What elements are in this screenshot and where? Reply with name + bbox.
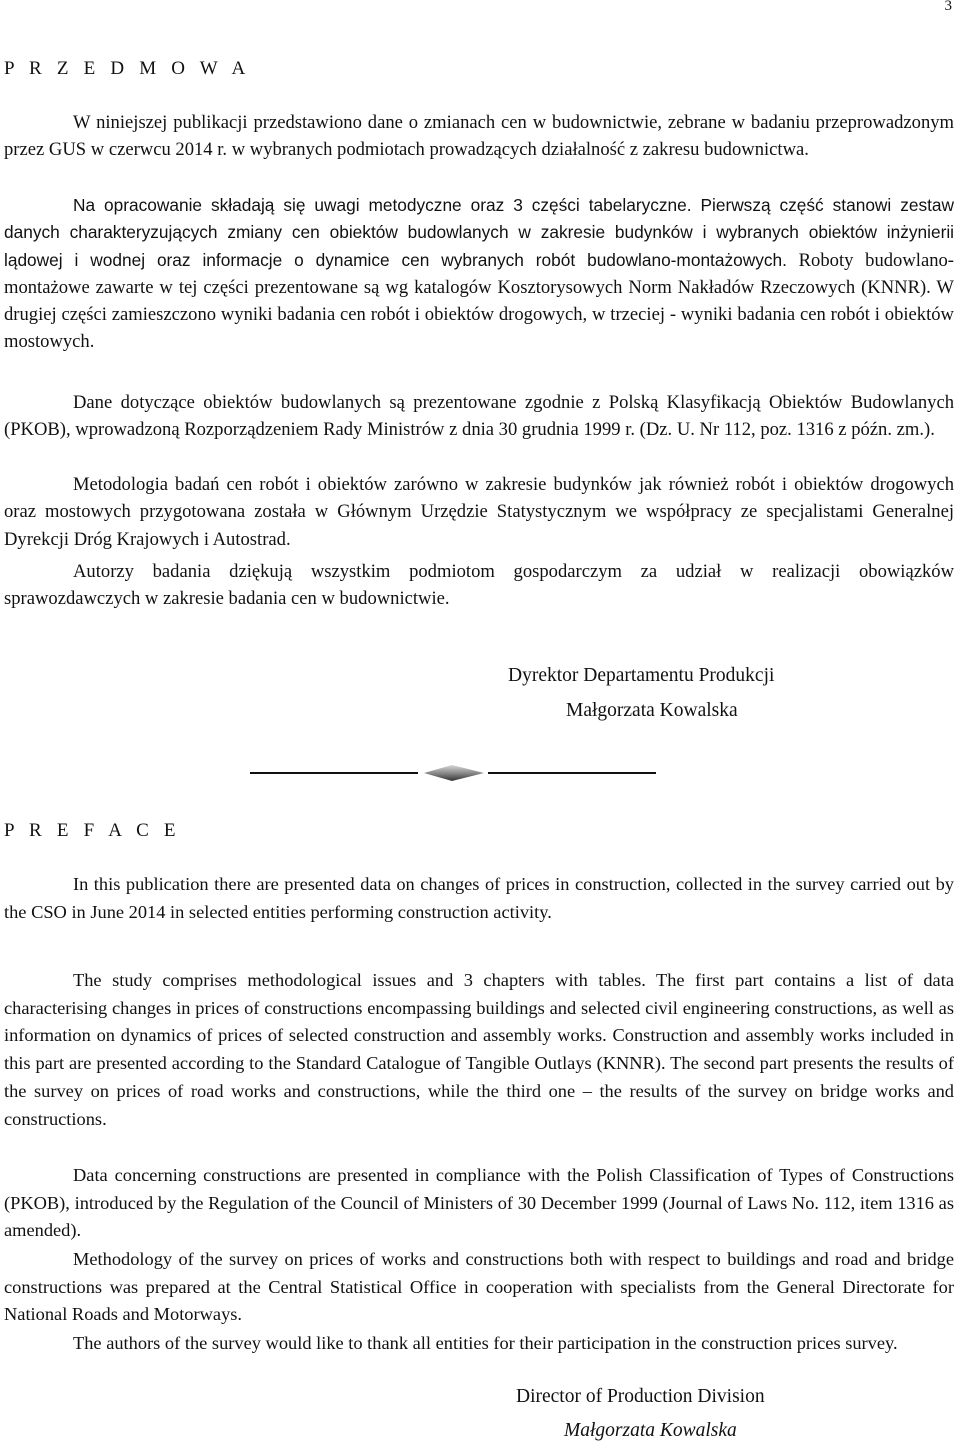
en-signature [516,1386,765,1442]
pl-signature-title: Dyrektor Departamentu Produkcji [508,665,775,686]
en-paragraph-2: The study comprises methodological issues and 3 chapters with tables. The first part contains a list of data characterising changes in prices of constructions encompassing buildings and selected civil engineering constructions, as well as information on dynamics of prices of selected construction and assembly works. Construction and assembly works included in this part are presented according to the Standard Catalogue of Tangible Outlays (KNNR). The second part presents the results of the survey on prices of road works and constructions, while the third one – the results of the survey on bridge works and constructions. [4,970,954,1129]
pl-paragraph-2 [4,192,954,356]
pl-paragraph-4: Metodologia badań cen robót i obiektów zarówno w zakresie budynków jak również robót i obiektów drogowych oraz mostowych przygotowana została w Głównym Urzędzie Statystycznym we współpracy ze specjalistami Generalnej Dyrekcji Dróg Krajowych i Autostrad. [4,474,954,550]
en-paragraph-4: Methodology of the survey on prices of works and constructions both with respect to buildings and road and bridge constructions was prepared at the Central Statistical Office in cooperation with specialists from the General Directorate for National Roads and Motorways. [4,1249,954,1325]
pl-paragraph-5: Autorzy badania dziękują wszystkim podmiotom gospodarczym za udział w realizacji obowiązków sprawozdawczych w zakresie badania cen w budownictwie. [4,561,954,610]
section-divider [240,762,660,782]
divider-line-right [488,772,656,774]
en-paragraph-1: In this publication there are presented data on changes of prices in construction, collected in the survey carried out by the CSO in June 2014 in selected entities performing construction activity. [4,874,954,922]
pl-paragraph-1: W niniejszej publikacji przedstawiono dane o zmianach cen w budownictwie, zebrane w badaniu przeprowadzonym przez GUS w czerwcu 2014 r. w wybranych podmiotach prowadzących działalność z zakresu budownictwa. [4,112,954,161]
en-signature-name: Małgorzata Kowalska [564,1420,737,1441]
en-paragraph-5: The authors of the survey would like to thank all entities for their participation in the construction prices survey. [73,1333,898,1353]
pl-signature-name: Małgorzata Kowalska [566,700,738,721]
pl-signature [508,665,774,722]
en-signature-title: Director of Production Division [516,1386,765,1407]
pl-paragraph-2-serif: Roboty budowlano-montażowe zawarte w tej części prezentowane są wg katalogów Kosztorysowych Norm Nakładów Rzeczowych (KNNR). W drugiej części zamieszczono wyniki badania cen robót i obiektów drogowych, w trzeciej - wyniki badania cen robót i obiektów mostowych. [4,249,954,353]
pl-paragraph-2-sans: Na opracowanie składają się uwagi metodyczne oraz 3 części tabelaryczne. Pierwszą część stanowi zestaw danych charakteryzujących zmiany cen obiektów budowlanych w zakresie budynków i wybranych obiektów inżynierii lądowej i wodnej oraz informacje o dynamice cen wybranych robót budowlano-montażowych. [4,195,954,270]
divider-line-left [250,772,418,774]
pl-paragraph-3: Dane dotyczące obiektów budowlanych są prezentowane zgodnie z Polską Klasyfikacją Obiektów Budowlanych (PKOB), wprowadzoną Rozporządzeniem Rady Ministrów z dnia 30 grudnia 1999 r. (Dz. U. Nr 112, poz. 1316 z późn. zm.). [4,392,954,441]
divider-diamond [424,765,484,781]
heading-przedmowa: P R Z E D M O W A [4,58,251,79]
page-number: 3 [944,0,952,14]
heading-preface: P R E F A C E [4,820,181,841]
en-paragraph-3: Data concerning constructions are presented in compliance with the Polish Classification of Types of Constructions (PKOB), introduced by the Regulation of the Council of Ministers of 30 December 1999 (Journal of Laws No. 112, item 1316 as amended). [4,1165,954,1241]
